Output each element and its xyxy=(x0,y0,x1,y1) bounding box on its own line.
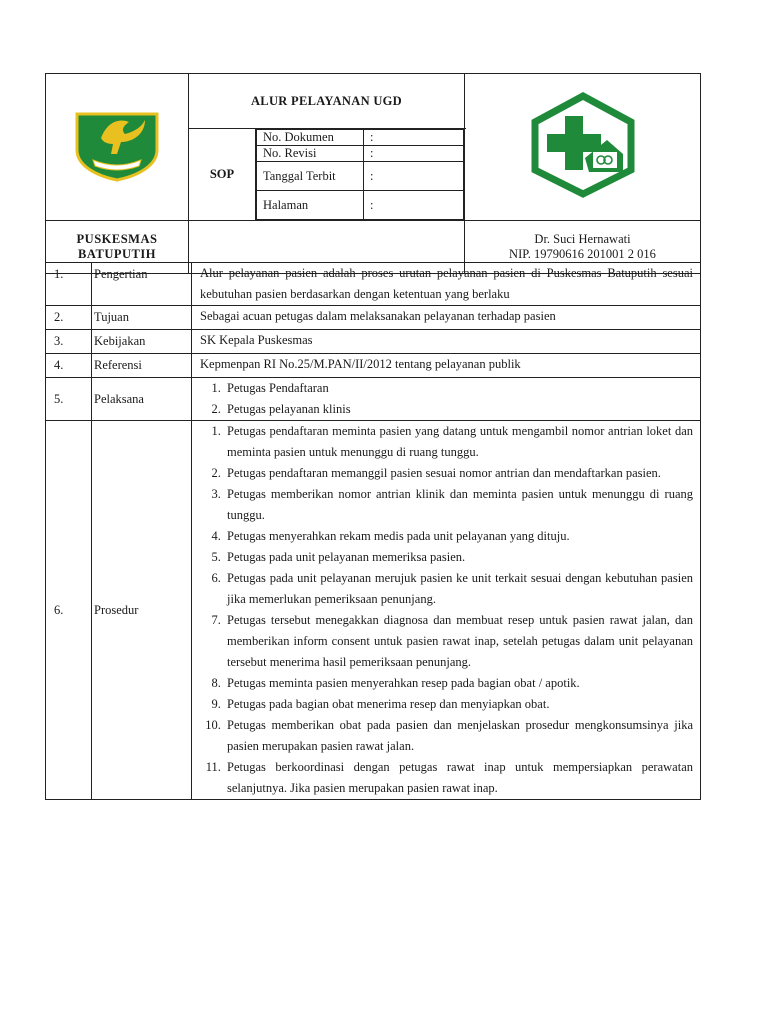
row-number: 5. xyxy=(46,378,92,421)
signer-nip: NIP. 19790616 201001 2 016 xyxy=(509,247,656,261)
document-info-table xyxy=(256,129,464,220)
list-item: 9. Petugas pada bagian obat menerima resep dan menyiapkan obat. xyxy=(224,694,693,715)
list-item: 6. Petugas pada unit pelayanan merujuk pasien ke unit terkait sesuai dengan kebutuhan pasien jika memerlukan pemeriksaan penunjang. xyxy=(224,568,693,610)
list-item: 3. Petugas memberikan nomor antrian klinik dan meminta pasien untuk menunggu di ruang tunggu. xyxy=(224,484,693,526)
row-pelaksana xyxy=(46,378,701,421)
list-item: 4. Petugas menyerahkan rekam medis pada unit pelayanan yang dituju. xyxy=(224,526,693,547)
puskesmas-logo-cell xyxy=(465,74,701,221)
row-label: Referensi xyxy=(92,354,192,378)
row-label: Prosedur xyxy=(92,421,192,800)
info-value: : xyxy=(364,191,464,220)
row-kebijakan xyxy=(46,330,701,354)
signer-name: Dr. Suci Hernawati xyxy=(534,232,631,246)
pelaksana-list xyxy=(200,378,693,420)
row-prosedur xyxy=(46,421,701,800)
info-row-no-revisi xyxy=(257,146,464,162)
row-content xyxy=(192,421,701,800)
row-referensi xyxy=(46,354,701,378)
info-value: : xyxy=(364,130,464,146)
row-number: 3. xyxy=(46,330,92,354)
list-item: 1. Petugas Pendaftaran xyxy=(224,378,693,399)
prosedur-list xyxy=(200,421,693,799)
row-label: Pengertian xyxy=(92,263,192,306)
row-label: Tujuan xyxy=(92,306,192,330)
info-row-tanggal-terbit xyxy=(257,162,464,191)
sop-header-table xyxy=(45,73,701,274)
list-item: 7. Petugas tersebut menegakkan diagnosa dan membuat resep untuk pasien rawat jalan, dan memberikan inform consent untuk pasien rawat inap, setelah petugas dalam unit pelayanan tersebut menerima hasil pemeriksaan penunjang. xyxy=(224,610,693,673)
list-item: 10. Petugas memberikan obat pada pasien dan menjelaskan prosedur mengkonsumsinya jika pasien merupakan pasien rawat jalan. xyxy=(224,715,693,757)
row-pengertian xyxy=(46,263,701,306)
info-value: : xyxy=(364,146,464,162)
info-row-no-dokumen xyxy=(257,130,464,146)
info-label: Halaman xyxy=(257,191,364,220)
row-content: Kepmenpan RI No.25/M.PAN/II/2012 tentang pelayanan publik xyxy=(192,354,701,378)
org-line-2: BATUPUTIH xyxy=(78,247,156,261)
org-line-1: PUSKESMAS xyxy=(76,232,158,246)
sop-content-table xyxy=(45,262,701,800)
info-label: No. Revisi xyxy=(257,146,364,162)
row-content: SK Kepala Puskesmas xyxy=(192,330,701,354)
puskesmas-logo-icon xyxy=(527,92,639,198)
info-label: Tanggal Terbit xyxy=(257,162,364,191)
row-number: 1. xyxy=(46,263,92,306)
row-label: Pelaksana xyxy=(92,378,192,421)
row-content: Alur pelayanan pasien adalah proses urutan pelayanan pasien di Puskesmas Batuputih sesuai kebutuhan pasien berdasarkan dengan ketentuan yang berlaku xyxy=(192,263,701,306)
row-content xyxy=(192,378,701,421)
row-content: Sebagai acuan petugas dalam melaksanakan pelayanan terhadap pasien xyxy=(192,306,701,330)
list-item: 5. Petugas pada unit pelayanan memeriksa pasien. xyxy=(224,547,693,568)
sop-label: SOP xyxy=(189,129,256,221)
row-tujuan xyxy=(46,306,701,330)
list-item: 2. Petugas pendaftaran memanggil pasien sesuai nomor antrian dan mendaftarkan pasien. xyxy=(224,463,693,484)
document-info-cell xyxy=(256,129,465,221)
row-number: 4. xyxy=(46,354,92,378)
list-item: 2. Petugas pelayanan klinis xyxy=(224,399,693,420)
regency-logo-cell xyxy=(46,74,189,221)
list-item: 8. Petugas meminta pasien menyerahkan resep pada bagian obat / apotik. xyxy=(224,673,693,694)
list-item: 1. Petugas pendaftaran meminta pasien yang datang untuk mengambil nomor antrian loket dan meminta pasien untuk menunggu di ruang tunggu. xyxy=(224,421,693,463)
info-row-halaman xyxy=(257,191,464,220)
row-number: 6. xyxy=(46,421,92,800)
row-number: 2. xyxy=(46,306,92,330)
regency-emblem-icon xyxy=(71,108,163,182)
row-label: Kebijakan xyxy=(92,330,192,354)
document-title: ALUR PELAYANAN UGD xyxy=(189,74,465,129)
info-value: : xyxy=(364,162,464,191)
list-item: 11. Petugas berkoordinasi dengan petugas rawat inap untuk mempersiapkan perawatan selanjutnya. Jika pasien merupakan pasien rawat inap. xyxy=(224,757,693,799)
info-label: No. Dokumen xyxy=(257,130,364,146)
